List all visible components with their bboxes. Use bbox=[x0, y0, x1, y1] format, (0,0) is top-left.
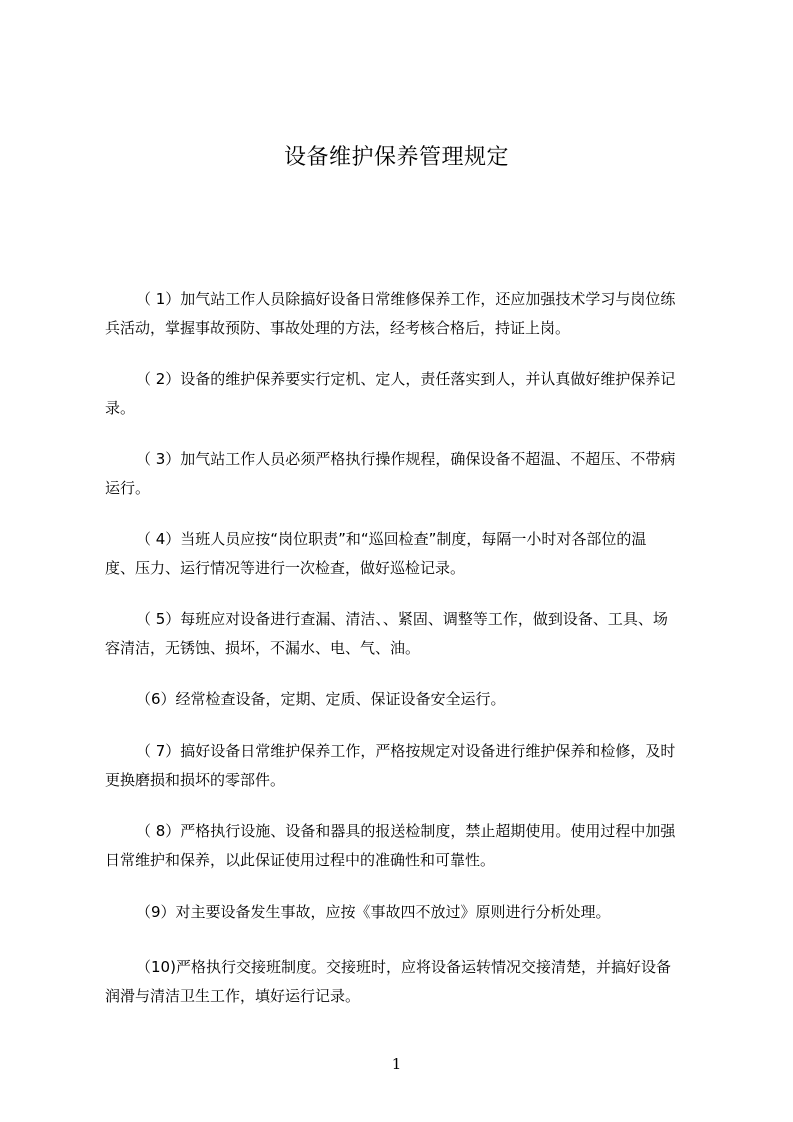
paragraph-5 bbox=[105, 605, 709, 663]
paragraph-line: 度、压力、运行情况等进行一次检查，做好巡检记录。 bbox=[105, 559, 466, 577]
paragraph-line: （ 7）搞好设备日常维护保养工作，严格按规定对设备进行维护保养和检修，及时 bbox=[136, 742, 676, 760]
paragraph-line: （ 3）加气站工作人员必须严格执行操作规程，确保设备不超温、不超压、不带病 bbox=[136, 450, 676, 468]
paragraph-line: （ 1）加气站工作人员除搞好设备日常维修保养工作，还应加强技术学习与岗位练 bbox=[136, 290, 676, 308]
paragraph-10 bbox=[105, 953, 709, 1011]
paragraph-3 bbox=[105, 445, 709, 503]
paragraph-9 bbox=[105, 898, 709, 927]
paragraph-line: 日常维护和保养，以此保证使用过程中的准确性和可靠性。 bbox=[105, 851, 496, 869]
paragraph-8 bbox=[105, 817, 709, 875]
paragraph-line: （ 8）严格执行设施、设备和器具的报送检制度，禁止超期使用。使用过程中加强 bbox=[136, 822, 676, 840]
paragraph-line: （10)严格执行交接班制度。交接班时，应将设备运转情况交接清楚，并搞好设备 bbox=[136, 958, 671, 976]
paragraph-line: 更换磨损和损坏的零部件。 bbox=[105, 771, 286, 789]
paragraph-line: （ 2）设备的维护保养要实行定机、定人，责任落实到人，并认真做好维护保养记 bbox=[136, 370, 676, 388]
paragraph-1 bbox=[105, 285, 709, 343]
paragraph-line: 运行。 bbox=[105, 479, 151, 497]
paragraph-2 bbox=[105, 365, 709, 423]
document-title: 设备维护保养管理规定 bbox=[283, 145, 509, 170]
paragraph-line: 润滑与清洁卫生工作，填好运行记录。 bbox=[105, 987, 361, 1005]
paragraph-6 bbox=[105, 685, 709, 714]
paragraph-7 bbox=[105, 737, 709, 795]
paragraph-line: （6）经常检查设备，定期、定质、保证设备安全运行。 bbox=[136, 690, 506, 708]
paragraph-line: （ 4）当班人员应按“岗位职责”和“巡回检查”制度，每隔一小时对各部位的温 bbox=[136, 530, 647, 548]
paragraph-line: （ 5）每班应对设备进行查漏、清洁、、紧固、调整等工作，做到设备、工具、场 bbox=[136, 610, 668, 628]
paragraph-line: 录。 bbox=[105, 399, 136, 417]
paragraph-4 bbox=[105, 525, 709, 583]
paragraph-line: 容清洁，无锈蚀、损坏，不漏水、电、气、油。 bbox=[105, 639, 421, 657]
page-number: 1 bbox=[391, 1055, 402, 1073]
paragraph-line: （9）对主要设备发生事故，应按《事故四不放过》原则进行分析处理。 bbox=[136, 903, 611, 921]
paragraph-line: 兵活动，掌握事故预防、事故处理的方法，经考核合格后，持证上岗。 bbox=[105, 319, 571, 337]
